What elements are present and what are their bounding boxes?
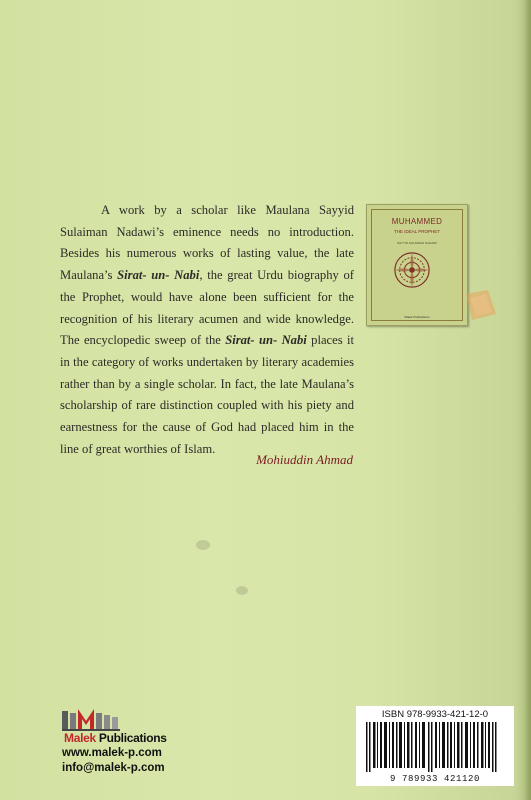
barcode-number: 9 789933 421120 — [389, 774, 480, 784]
rosette-ornament-icon — [393, 251, 431, 289]
blurb-paragraph — [60, 200, 354, 460]
blurb-segment: A work by a scholar like Maulana Sayyid Sulaiman Nadawi’s eminence needs no introduction. Besides his numerous works of lasting value, the late Maulana’s — [60, 203, 354, 283]
publisher-website[interactable]: www.malek-p.com — [62, 747, 162, 759]
barcode-icon — [362, 722, 508, 772]
publisher-name — [64, 731, 167, 745]
orange-ribbon-icon — [466, 290, 496, 320]
malek-publications-logo-icon — [62, 707, 124, 731]
thumbnail-subtitle: THE IDEAL PROPHET — [393, 229, 441, 234]
front-cover-thumbnail — [366, 204, 468, 326]
smudge — [196, 540, 210, 550]
thumbnail-publisher: Malek Publications — [404, 315, 430, 319]
thumbnail-title: MUHAMMED — [391, 217, 443, 226]
smudge — [236, 586, 248, 595]
publisher-name-red: Malek — [64, 731, 96, 745]
publisher-name-black: Publications — [95, 731, 167, 745]
cover-edge — [523, 0, 531, 800]
publisher-email[interactable]: info@malek-p.com — [62, 762, 165, 774]
book-title-emphasis: Sirat- un- Nabi — [225, 333, 307, 348]
blurb-text — [60, 200, 354, 460]
blurb-segment: , the great Urdu biography of the Prophet, would have alone been sufficient for the recognition of his literary acumen and wide knowledge. The encyclopedic sweep of the — [60, 268, 354, 348]
barcode-panel — [356, 706, 514, 786]
isbn-label: ISBN 978-9933-421-12-0 — [381, 709, 489, 720]
book-title-emphasis: Sirat- un- Nabi — [117, 268, 200, 283]
author-signature: Mohiuddin Ahmad — [256, 452, 353, 467]
blurb-segment: places it in the category of works undertaken by literary academies rather than by a single scholar. In fact, the late Maulana’s scholarship of rare distinction coupled with his piety and earnestness for the cause of God had placed him in the line of great worthies of Islam. — [60, 333, 354, 456]
thumbnail-author: SAYYID SULAIMAN NADAWI — [397, 241, 437, 245]
